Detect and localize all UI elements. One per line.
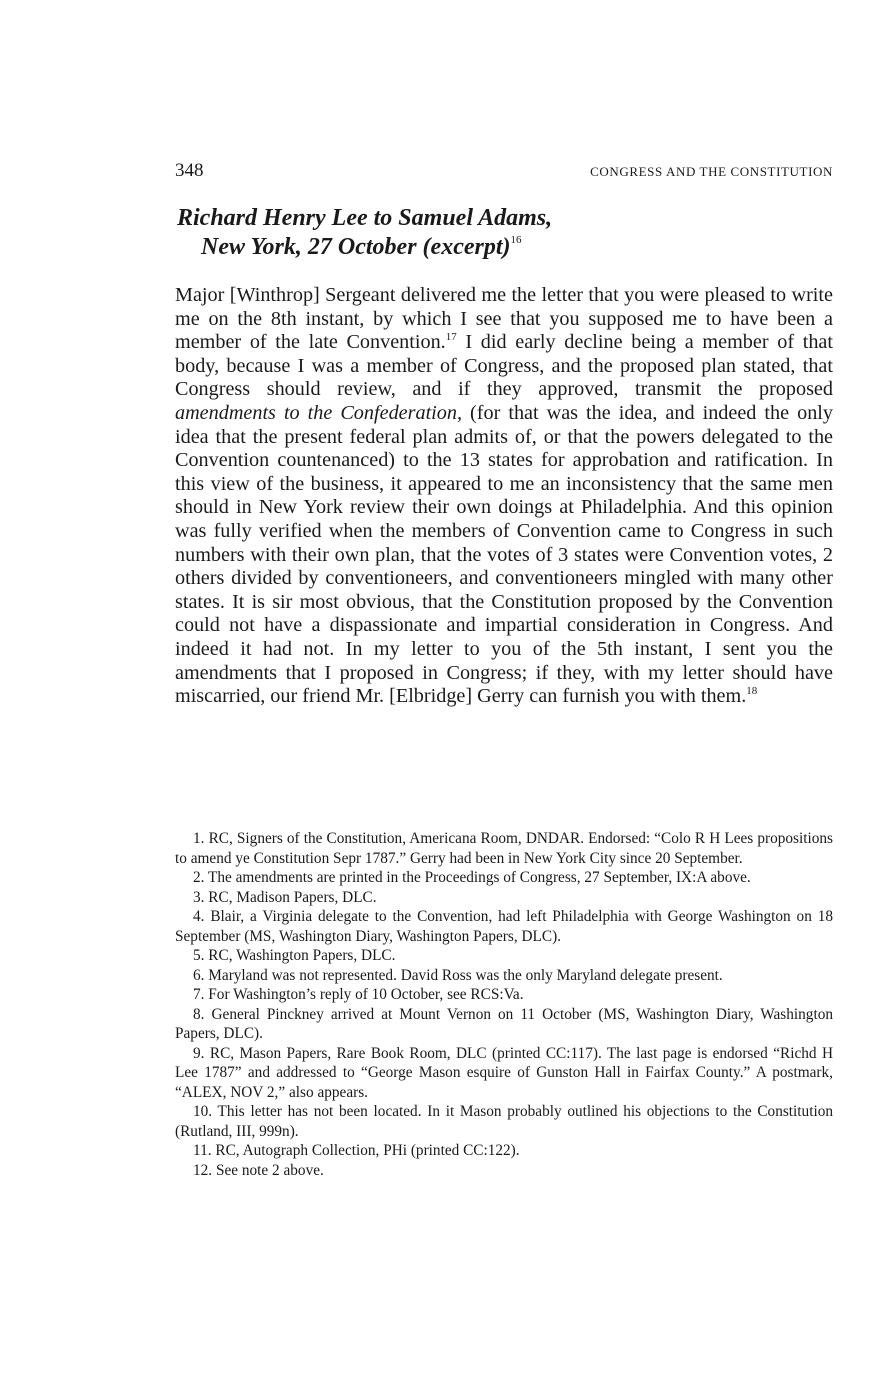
footnote: 5. RC, Washington Papers, DLC.: [193, 947, 396, 964]
footnote: 10. This letter has not been located. In it Mason probably outlined his objections to the Constitution (Rutland, III, 999n).: [175, 1103, 833, 1140]
title-line-1: Richard Henry Lee to Samuel Adams,: [177, 205, 553, 231]
footnote: 2. The amendments are printed in the Proceedings of Congress, 27 September, IX:A above.: [193, 869, 751, 886]
running-head: CONGRESS AND THE CONSTITUTION: [590, 164, 833, 179]
note-ref-17: 17: [445, 331, 457, 344]
page-number: 348: [175, 160, 204, 181]
footnote: 12. See note 2 above.: [193, 1161, 324, 1179]
page-header: [175, 160, 833, 186]
body-italic-1: amendments to the Confederation,: [175, 401, 463, 424]
letter-body: [175, 284, 833, 709]
title-line-2-text: New York, 27 October (excerpt): [201, 234, 511, 260]
footnotes: [175, 829, 833, 1180]
body-part-2: I did early decline being a member of that body, because I was a member of Congress, and the proposed plan stated, that Congress should review, and if they approved, transmit the proposed: [175, 331, 833, 401]
note-ref-18: 18: [746, 685, 758, 698]
footnote: 11. RC, Autograph Collection, PHi (printed CC:122).: [193, 1142, 520, 1159]
body-part-3: (for that was the idea, and indeed the only idea that the present federal plan admits of, or that the powers delegated to the Convention countenanced) to the 13 states for approbation and ratification. In this view of the business, it appeared to me an inconsistency that the same men should in New York review their own doings at Philadelphia. And this opinion was fully verified when the members of Convention came to Congress in such numbers with their own plan, that the votes of 3 states were Convention votes, 2 others divided by conventioneers, and conventioneers mingled with many other states. It is sir most obvious, that the Constitution proposed by the Convention could not have a dispassionate and impartial consideration in Congress. And indeed it had not. In my letter to you of the 5th instant, I sent you the amendments that I proposed in Congress; if they, with my letter should have miscarried, our friend Mr. [Elbridge] Gerry can furnish you with them.: [175, 401, 833, 708]
footnote: 4. Blair, a Virginia delegate to the Convention, had left Philadelphia with George Washington on 18 September (MS, Washington Diary, Washington Papers, DLC).: [175, 908, 833, 945]
footnote: 1. RC, Signers of the Constitution, Americana Room, DNDAR. Endorsed: “Colo R H Lees propositions to amend ye Constitution Sepr 1787.” Gerry had been in New York City since 20 September.: [175, 830, 833, 867]
title-note-ref: 16: [510, 234, 522, 246]
footnote: 6. Maryland was not represented. David Ross was the only Maryland delegate present.: [193, 966, 723, 984]
footnote: 9. RC, Mason Papers, Rare Book Room, DLC (printed CC:117). The last page is endorsed “Richd H Lee 1787” and addressed to “George Mason esquire of Gunston Hall in Fairfax County.” A postmark, “ALEX, NOV 2,” also appears.: [175, 1044, 833, 1101]
body-part-1: Major [Winthrop] Sergeant delivered me the letter that you were pleased to write me on the 8th instant, by which I see that you supposed me to have been a member of the late Convention.: [175, 284, 833, 354]
footnote: 7. For Washington’s reply of 10 October, see RCS:Va.: [193, 986, 524, 1003]
title-line-2: [177, 233, 837, 262]
document-title: [177, 204, 837, 262]
footnote: 8. General Pinckney arrived at Mount Vernon on 11 October (MS, Washington Diary, Washington Papers, DLC).: [175, 1005, 833, 1042]
footnote: 3. RC, Madison Papers, DLC.: [193, 888, 377, 906]
